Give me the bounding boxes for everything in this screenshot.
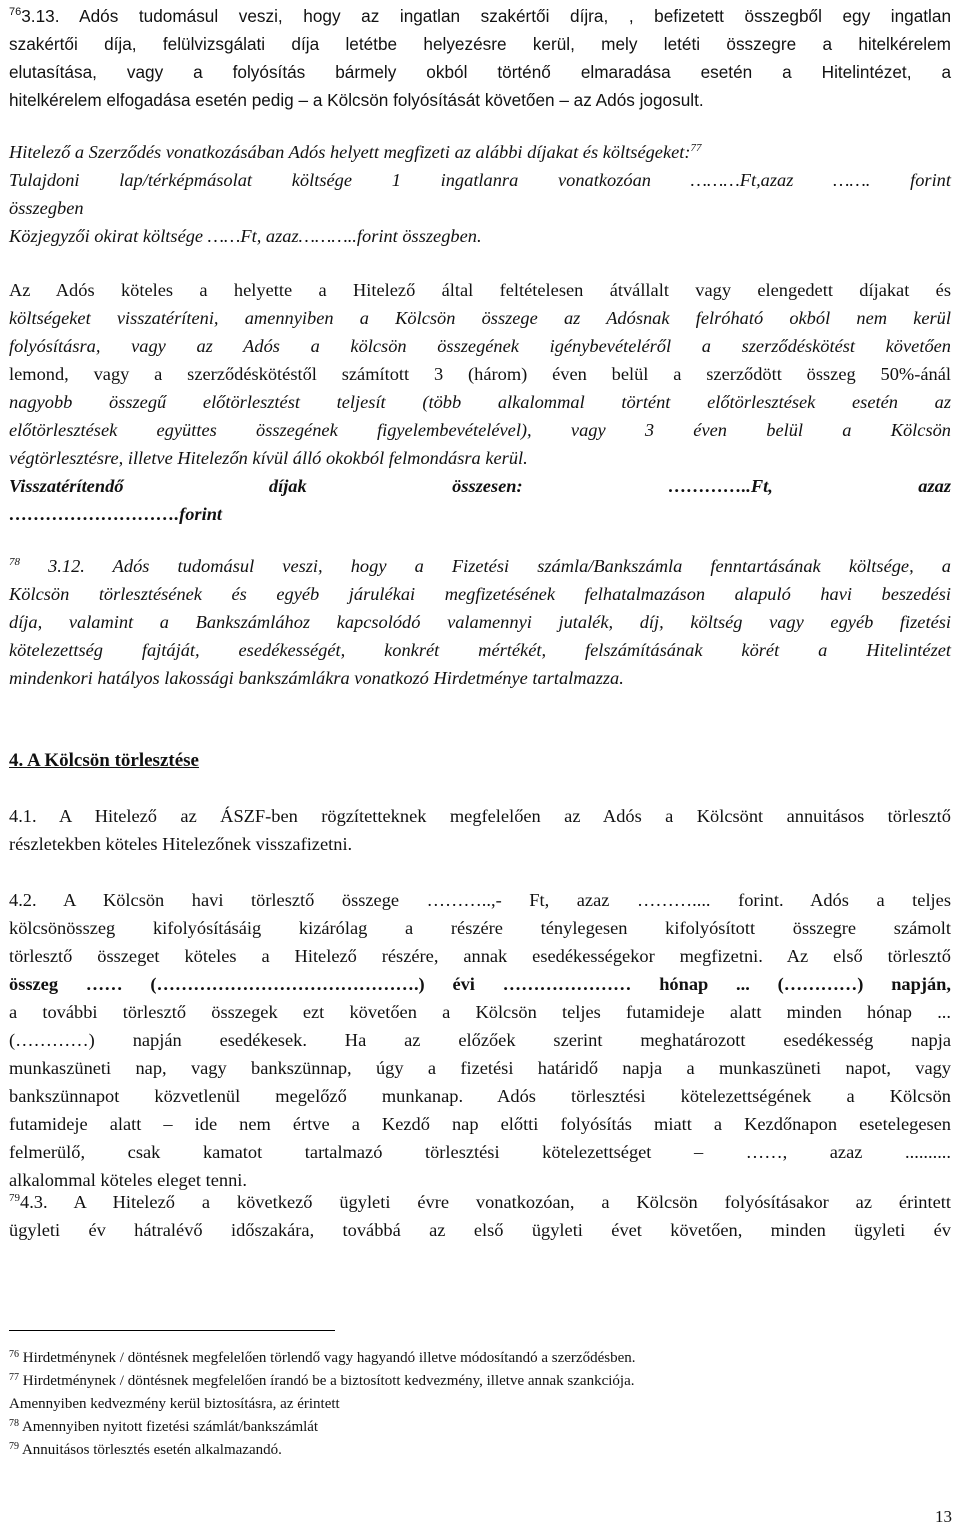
paragraph-line: törlesztő összeget köteles a Hitelező részére, annak esedékességekor megfizetni. Az első törlesztő: [9, 946, 951, 966]
paragraph-3-12: [9, 552, 951, 692]
paragraph-line: összeg …… (…………………………………….) évi ………………… hónap ... (…………) napján,: [9, 974, 951, 994]
footnote-text: Amennyiben kedvezmény kerül biztosításra, az érintett: [9, 1396, 340, 1412]
paragraph-line: a további törlesztő összegek ezt követően a Kölcsön teljes futamideje alatt minden hónap ...: [9, 1002, 951, 1022]
footnote-ref: 78: [9, 556, 20, 568]
paragraph-line: részletekben köteles Hitelezőnek visszafizetni.: [9, 834, 353, 854]
footnote-ref: 76: [9, 6, 22, 18]
footnote: [9, 1393, 951, 1415]
paragraph-line: futamideje alatt – ide nem értve a Kezdő nap előtti folyósítás miatt a Kezdőnapon esetelegesen: [9, 1114, 951, 1134]
paragraph-line: alkalommal köteles eleget tenni.: [9, 1170, 247, 1190]
footnote-number: 78: [9, 1418, 19, 1429]
text-span: hitelkérelem elfogadása esetén pedig – a Kölcsön folyósítását követően – az Adós jogosult.: [9, 90, 704, 110]
paragraph-line: mindenkori hatályos lakossági bankszámlákra vonatkozó Hirdetménye tartalmazza.: [9, 668, 624, 688]
footnote-number: 79: [9, 1441, 19, 1452]
paragraph-line: szakértői díja, felülvizsgálati díja letétbe helyezésre kerül, mely letéti összegre a hitelkérelem: [9, 34, 951, 54]
footnote-text: Amennyiben nyitott fizetési számlát/bankszámlát: [21, 1419, 319, 1435]
text-span: 3.12. Adós tudomásul veszi, hogy a Fizetési számla/Bankszámla fenntartásának költsége, a: [48, 556, 951, 576]
fees-block: [9, 138, 951, 250]
footnote-text: Hirdetménynek / döntésnek megfelelően törlendő vagy hagyandó illetve módosítandó a szerződésben.: [22, 1350, 636, 1366]
footnote-ref: 79: [9, 1192, 20, 1204]
footnote-text: Annuitásos törlesztés esetén alkalmazandó.: [21, 1442, 282, 1458]
paragraph-line: lemond, vagy a szerződéskötéstől számított 3 (három) éven belül a szerződött összeg 50%-ánál: [9, 364, 951, 384]
footnote-separator: [9, 1330, 335, 1331]
footnote: [9, 1370, 951, 1392]
paragraph-line: kölcsönösszeg kifolyósításáig kizárólag a részére ténylegesen kifolyósított összegre számolt: [9, 918, 951, 938]
paragraph-line: bankszünnapot közvetlenül megelőző munkanap. Adós törlesztési kötelezettségének a Kölcsön: [9, 1086, 951, 1106]
footnote: [9, 1416, 951, 1438]
footnote-number: 77: [9, 1372, 19, 1383]
paragraph-line: [9, 1188, 951, 1216]
footnote: [9, 1439, 951, 1461]
paragraph-line: elutasítása, vagy a folyósítás bármely okból történő elmaradása esetén a Hitelintézet, a: [9, 62, 951, 82]
refund-total-label: Visszatérítendő díjak összesen:: [9, 476, 523, 496]
paragraph-line: ügyleti év hátralévő időszakára, továbbá az első ügyleti évet követően, minden ügyleti év: [9, 1220, 951, 1240]
fees-intro: [9, 138, 951, 166]
paragraph-line: [9, 552, 951, 580]
refund-total-value: …………..Ft, azaz: [668, 476, 951, 496]
paragraph-line: Kölcsön törlesztésének és egyéb járulékai megfizetésének felhatalmazáson alapuló havi beszedési: [9, 584, 951, 604]
paragraph-line: díja, valamint a Bankszámlához kapcsolódó valamennyi jutalék, díj, költség vagy egyéb fizetési: [9, 612, 951, 632]
paragraph-line: nagyobb összegű előtörlesztést teljesít (több alkalommal történt előtörlesztések esetén az: [9, 392, 951, 412]
paragraph-line: [9, 2, 951, 30]
paragraph-line: Az Adós köteles a helyette a Hitelező által feltételesen átvállalt vagy elengedett díjakat és: [9, 280, 951, 300]
paragraph-line: 4.1. A Hitelező az ÁSZF-ben rögzítetteknek megfelelően az Adós a Kölcsönt annuitásos törlesztő: [9, 806, 951, 826]
text-span: 3.13. Adós tudomásul veszi, hogy az ingatlan szakértői díjra, , befizetett összegből egy ingatlan: [21, 6, 951, 26]
paragraph-4-2: [9, 886, 951, 1194]
fees-line: összegben: [9, 198, 84, 218]
text-span: 4.3. A Hitelező a következő ügyleti évre vonatkozóan, a Kölcsön folyósításakor az érintett: [20, 1192, 951, 1212]
paragraph-line: előtörlesztések együttes összegének figyelembevételével), vagy 3 éven belül a Kölcsön: [9, 420, 951, 440]
fees-line: Tulajdoni lap/térképmásolat költsége 1 ingatlanra vonatkozóan ………Ft,azaz ……. forint: [9, 170, 951, 190]
page-number: 13: [935, 1507, 952, 1526]
paragraph-line: költségeket visszatéríteni, amennyiben a Kölcsön összege az Adósnak felróható okból nem kerül: [9, 308, 951, 328]
paragraph-4-1: [9, 802, 951, 858]
refund-total-forint: ……………………….forint: [9, 504, 223, 524]
footnote: [9, 1347, 951, 1369]
footnote-number: 76: [9, 1349, 19, 1360]
paragraph-line: (…………) napján esedékesek. Ha az előzőek szerint meghatározott esedékesség napja: [9, 1030, 951, 1050]
text-span: Hitelező a Szerződés vonatkozásában Adós helyett megfizeti az alábbi díjakat és költségeket:: [9, 142, 691, 162]
fees-line: Közjegyzői okirat költsége ……Ft, azaz………..forint összegben.: [9, 226, 482, 246]
refund-paragraph: [9, 276, 951, 528]
footnote-ref: 77: [690, 142, 702, 154]
paragraph-line: munkaszüneti nap, vagy bankszünnap, úgy a fizetési határidő napja a munkaszüneti napot, vagy: [9, 1058, 951, 1078]
paragraph-line: végtörlesztésre, illetve Hitelezőn kívül álló okokból felmondásra kerül.: [9, 448, 528, 468]
paragraph-line: felmerülő, csak kamatot tartalmazó törlesztési kötelezettséget – ……, azaz ..........: [9, 1142, 951, 1162]
paragraph-line: [9, 86, 951, 114]
section-heading: 4. A Kölcsön törlesztése: [9, 750, 199, 771]
refund-total: [9, 472, 951, 500]
paragraph-4-3: [9, 1188, 951, 1244]
paragraph-line: 4.2. A Kölcsön havi törlesztő összege ………..,- Ft, azaz ……….... forint. Adós a teljes: [9, 890, 951, 910]
paragraph-line: folyósításra, vagy az Adós a kölcsön összegének igénybevételéről a szerződéskötést követően: [9, 336, 951, 356]
paragraph-line: kötelezettség fajtáját, esedékességét, konkrét mértékét, felszámításának körét a Hitelintézet: [9, 640, 951, 660]
paragraph-3-13: [9, 2, 951, 114]
footnote-text: Hirdetménynek / döntésnek megfelelően írandó be a biztosított kedvezmény, illetve annak szankciója.: [22, 1373, 635, 1389]
